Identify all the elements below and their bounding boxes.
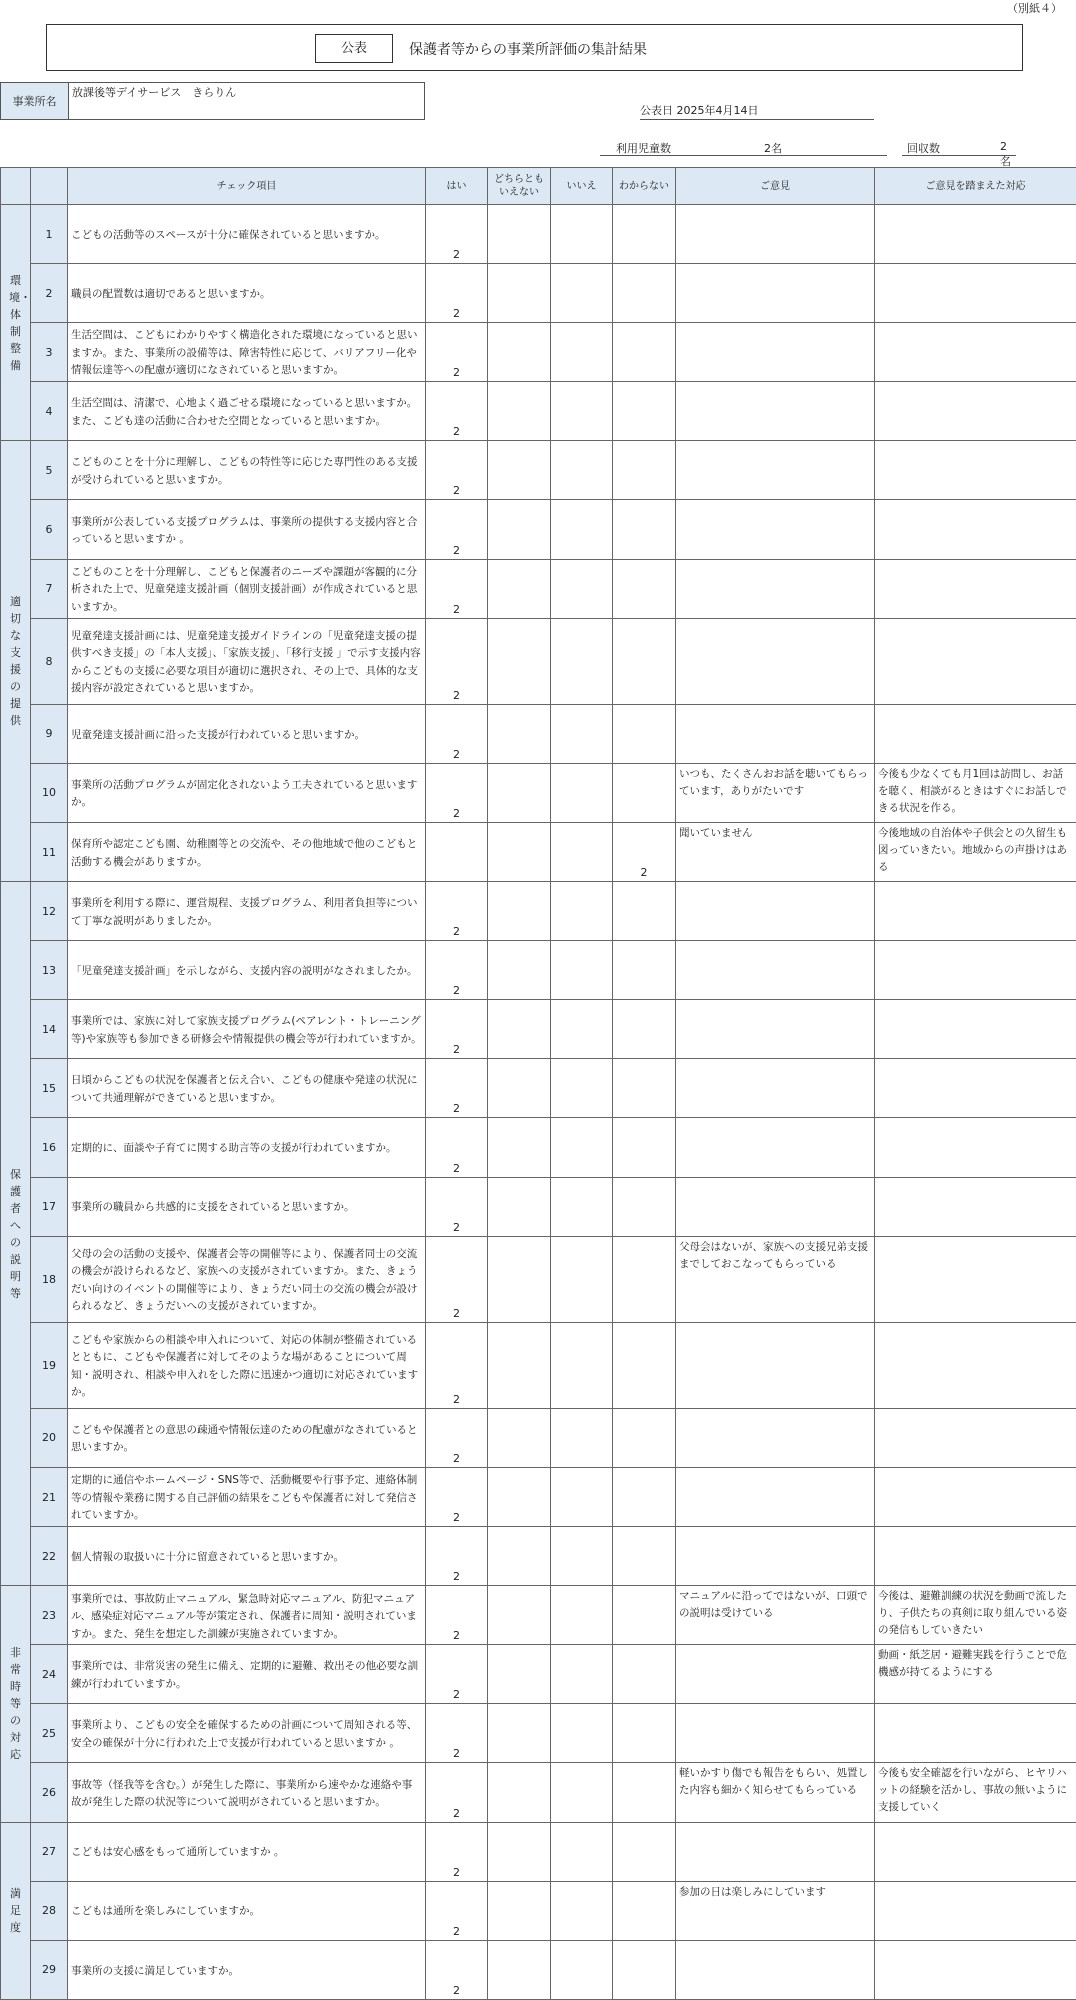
item-number: 15 xyxy=(31,1059,68,1118)
response-cell: 今後も安全確認を行いながら、ヒヤリハットの経験を活かし、事故の無いように支援していく xyxy=(875,1763,1076,1822)
table-row xyxy=(1,882,1076,941)
item-question: こどもは安心感をもって通所していますか 。 xyxy=(68,1822,426,1881)
category-cell xyxy=(1,205,31,441)
answer-yes: 2 xyxy=(426,763,488,822)
answer-neither xyxy=(488,1881,551,1940)
answer-unknown xyxy=(613,1645,676,1704)
answer-neither xyxy=(488,1059,551,1118)
item-number: 22 xyxy=(31,1527,68,1586)
opinion-cell: いつも、たくさんおお話を聴いてもらっています，ありがたいです xyxy=(676,763,875,822)
item-question: 事業所の活動プログラムが固定化されないよう工夫されていると思いますか。 xyxy=(68,763,426,822)
answer-unknown xyxy=(613,704,676,763)
item-question: 日頃からこどもの状況を保護者と伝え合い、こどもの健康や発達の状況について共通理解ができていると思いますか。 xyxy=(68,1059,426,1118)
answer-neither xyxy=(488,1118,551,1177)
category-label: 環境・体制整備 xyxy=(9,273,31,372)
answer-unknown xyxy=(613,1322,676,1408)
answer-no xyxy=(551,1468,613,1527)
response-cell: 今後地域の自治体や子供会との久留生も図っていきたい。地域からの声掛けはある xyxy=(875,822,1076,881)
item-number: 23 xyxy=(31,1586,68,1645)
category-cell xyxy=(1,882,31,1586)
answer-neither xyxy=(488,1000,551,1059)
answer-unknown xyxy=(613,1236,676,1322)
answer-no xyxy=(551,882,613,941)
answer-unknown xyxy=(613,1586,676,1645)
response-cell: 今後は、避難訓練の状況を動画で流したり、子供たちの真剣に取り組んでいる姿の発信もしていきたい xyxy=(875,1586,1076,1645)
response-cell xyxy=(875,264,1076,323)
item-number: 19 xyxy=(31,1322,68,1408)
answer-no xyxy=(551,822,613,881)
answer-no xyxy=(551,441,613,500)
response-cell xyxy=(875,1527,1076,1586)
opinion-cell xyxy=(676,1322,875,1408)
table-row xyxy=(1,1645,1076,1704)
answer-yes: 2 xyxy=(426,1822,488,1881)
opinion-cell xyxy=(676,1177,875,1236)
item-question: こどものことを十分理解し、こどもと保護者のニーズや課題が客観的に分析された上で、児童発達支援計画（個別支援計画）が作成されていると思いますか。 xyxy=(68,559,426,618)
answer-yes: 2 xyxy=(426,559,488,618)
answer-unknown xyxy=(613,1704,676,1763)
answer-yes: 2 xyxy=(426,1704,488,1763)
opinion-cell xyxy=(676,1645,875,1704)
item-number: 21 xyxy=(31,1468,68,1527)
response-cell xyxy=(875,1822,1076,1881)
answer-unknown xyxy=(613,1763,676,1822)
table-row xyxy=(1,205,1076,264)
opinion-cell xyxy=(676,382,875,441)
category-cell xyxy=(1,1586,31,1822)
opinion-cell xyxy=(676,1408,875,1467)
opinion-cell: 軽いかすり傷でも報告をもらい、処置した内容も細かく知らせてもらっている xyxy=(676,1763,875,1822)
table-row xyxy=(1,1468,1076,1527)
table-row xyxy=(1,441,1076,500)
item-question: 「児童発達支援計画」を示しながら、支援内容の説明がなされましたか。 xyxy=(68,941,426,1000)
answer-no xyxy=(551,1177,613,1236)
item-number: 11 xyxy=(31,822,68,881)
answer-neither xyxy=(488,1177,551,1236)
answer-yes: 2 xyxy=(426,1118,488,1177)
header-number xyxy=(31,168,68,205)
answer-yes: 2 xyxy=(426,1177,488,1236)
answer-yes: 2 xyxy=(426,1645,488,1704)
category-label: 満足度 xyxy=(10,1887,21,1935)
response-cell xyxy=(875,559,1076,618)
table-row xyxy=(1,1236,1076,1322)
answer-yes xyxy=(426,822,488,881)
table-row xyxy=(1,822,1076,881)
item-question: 事業所が公表している支援プログラムは、事業所の提供する支援内容と合っていると思いますか 。 xyxy=(68,500,426,559)
answer-no xyxy=(551,205,613,264)
item-number: 9 xyxy=(31,704,68,763)
answer-yes: 2 xyxy=(426,1408,488,1467)
answer-neither xyxy=(488,882,551,941)
evaluation-table-wrapper xyxy=(0,167,1076,2000)
opinion-cell xyxy=(676,1468,875,1527)
table-row xyxy=(1,1763,1076,1822)
header-check-item: チェック項目 xyxy=(68,168,426,205)
answer-no xyxy=(551,500,613,559)
answer-neither xyxy=(488,1586,551,1645)
answer-neither xyxy=(488,205,551,264)
answer-unknown xyxy=(613,1000,676,1059)
item-number: 27 xyxy=(31,1822,68,1881)
table-row xyxy=(1,1177,1076,1236)
response-cell: 今後も少なくても月1回は訪問し、お話を聴く、相談がるときはすぐにお話しできる状況を作る。 xyxy=(875,763,1076,822)
answer-no xyxy=(551,1322,613,1408)
item-question: 生活空間は、こどもにわかりやすく構造化された環境になっていると思いますか。また、事業所の設備等は、障害特性に応じて、バリアフリー化や情報伝達等への配慮が適切になされていると思いますか。 xyxy=(68,323,426,382)
response-cell xyxy=(875,1881,1076,1940)
answer-neither xyxy=(488,323,551,382)
answer-unknown xyxy=(613,1940,676,1999)
collected-count-label: 回収数 xyxy=(907,142,940,155)
answer-neither xyxy=(488,441,551,500)
answer-no xyxy=(551,1940,613,1999)
item-question: こどもや家族からの相談や申入れについて、対応の体制が整備されているとともに、こどもや保護者に対してそのような場があることについて周知・説明され、相談や申入れをした際に迅速かつ適切に対応されていますか。 xyxy=(68,1322,426,1408)
table-row xyxy=(1,1059,1076,1118)
answer-no xyxy=(551,1645,613,1704)
answer-no xyxy=(551,1586,613,1645)
opinion-cell xyxy=(676,941,875,1000)
answer-unknown xyxy=(613,1881,676,1940)
answer-no xyxy=(551,1704,613,1763)
item-number: 6 xyxy=(31,500,68,559)
table-row xyxy=(1,618,1076,704)
response-cell xyxy=(875,1177,1076,1236)
response-cell: 動画・紙芝居・避難実践を行うことで危機感が持てるようにする xyxy=(875,1645,1076,1704)
opinion-cell xyxy=(676,1822,875,1881)
answer-yes: 2 xyxy=(426,441,488,500)
response-cell xyxy=(875,941,1076,1000)
item-number: 13 xyxy=(31,941,68,1000)
category-cell xyxy=(1,1822,31,1999)
answer-neither xyxy=(488,618,551,704)
table-row xyxy=(1,704,1076,763)
opinion-cell xyxy=(676,205,875,264)
answer-unknown xyxy=(613,882,676,941)
item-number: 8 xyxy=(31,618,68,704)
answer-no xyxy=(551,704,613,763)
item-number: 7 xyxy=(31,559,68,618)
answer-no xyxy=(551,1059,613,1118)
answer-neither xyxy=(488,1408,551,1467)
opinion-cell xyxy=(676,1000,875,1059)
opinion-cell: マニュアルに沿ってではないが、口頭での説明は受けている xyxy=(676,1586,875,1645)
opinion-cell xyxy=(676,559,875,618)
opinion-cell xyxy=(676,500,875,559)
table-row xyxy=(1,1408,1076,1467)
category-label: 保護者への説明等 xyxy=(10,1167,21,1300)
response-cell xyxy=(875,1322,1076,1408)
item-number: 25 xyxy=(31,1704,68,1763)
table-row xyxy=(1,1118,1076,1177)
users-count-value: 2名 xyxy=(764,142,782,155)
answer-yes: 2 xyxy=(426,618,488,704)
annex-label: （別紙４） xyxy=(1007,2,1062,15)
answer-yes: 2 xyxy=(426,1468,488,1527)
answer-yes: 2 xyxy=(426,205,488,264)
item-question: 定期的に通信やホームページ・SNS等で、活動概要や行事予定、連絡体制等の情報や業務に関する自己評価の結果をこどもや保護者に対して発信されていますか。 xyxy=(68,1468,426,1527)
answer-yes: 2 xyxy=(426,1940,488,1999)
item-number: 17 xyxy=(31,1177,68,1236)
response-cell xyxy=(875,441,1076,500)
collected-count-line xyxy=(902,139,1016,168)
item-number: 14 xyxy=(31,1000,68,1059)
item-number: 3 xyxy=(31,323,68,382)
header-response: ご意見を踏まえた対応 xyxy=(875,168,1076,205)
answer-neither xyxy=(488,763,551,822)
opinion-cell xyxy=(676,1118,875,1177)
item-number: 20 xyxy=(31,1408,68,1467)
opinion-cell xyxy=(676,1704,875,1763)
answer-neither xyxy=(488,1704,551,1763)
answer-no xyxy=(551,559,613,618)
answer-no xyxy=(551,1408,613,1467)
page-title: 保護者等からの事業所評価の集計結果 xyxy=(409,42,647,58)
item-question: 保育所や認定こども園、幼稚園等との交流や、その他地域で他のこどもと活動する機会がありますか。 xyxy=(68,822,426,881)
response-cell xyxy=(875,704,1076,763)
item-question: 児童発達支援計画には、児童発達支援ガイドラインの「児童発達支援の提供すべき支援」の「本人支援」、「家族支援」、「移行支援 」で示す支援内容からこどもの支援に必要な項目が適切に選択され、その上で、具体的な支援内容が設定されていると思いますか。 xyxy=(68,618,426,704)
answer-no xyxy=(551,1000,613,1059)
opinion-cell: 参加の日は楽しみにしています xyxy=(676,1881,875,1940)
item-question: こどもや保護者との意思の疎通や情報伝達のための配慮がなされていると思いますか。 xyxy=(68,1408,426,1467)
answer-unknown xyxy=(613,1118,676,1177)
answer-unknown xyxy=(613,1059,676,1118)
answer-yes: 2 xyxy=(426,500,488,559)
answer-neither xyxy=(488,1822,551,1881)
answer-yes: 2 xyxy=(426,1000,488,1059)
table-row xyxy=(1,1527,1076,1586)
answer-unknown xyxy=(613,1408,676,1467)
item-number: 12 xyxy=(31,882,68,941)
opinion-cell xyxy=(676,618,875,704)
answer-yes: 2 xyxy=(426,704,488,763)
category-label: 非常時等の対応 xyxy=(10,1646,21,1762)
item-question: 事業所より、こどもの安全を確保するための計画について周知される等、安全の確保が十分に行われた上で支援が行われていると思いますか 。 xyxy=(68,1704,426,1763)
response-cell xyxy=(875,618,1076,704)
response-cell xyxy=(875,500,1076,559)
table-row xyxy=(1,559,1076,618)
table-row xyxy=(1,500,1076,559)
item-question: こどもの活動等のスペースが十分に確保されていると思いますか。 xyxy=(68,205,426,264)
header-opinion: ご意見 xyxy=(676,168,875,205)
answer-no xyxy=(551,382,613,441)
table-header-row xyxy=(1,168,1076,205)
answer-neither xyxy=(488,1236,551,1322)
response-cell xyxy=(875,382,1076,441)
item-question: 職員の配置数は適切であると思いますか。 xyxy=(68,264,426,323)
table-row xyxy=(1,1322,1076,1408)
answer-yes: 2 xyxy=(426,1527,488,1586)
answer-no xyxy=(551,763,613,822)
header-no: いいえ xyxy=(551,168,613,205)
response-cell xyxy=(875,1408,1076,1467)
answer-unknown xyxy=(613,559,676,618)
answer-unknown xyxy=(613,264,676,323)
answer-unknown xyxy=(613,1177,676,1236)
answer-no xyxy=(551,941,613,1000)
opinion-cell xyxy=(676,1527,875,1586)
item-question: 事故等（怪我等を含む。）が発生した際に、事業所から速やかな連絡や事故が発生した際の状況等について説明がされていると思いますか。 xyxy=(68,1763,426,1822)
answer-neither xyxy=(488,1527,551,1586)
answer-unknown xyxy=(613,1468,676,1527)
item-question: 定期的に、面談や子育てに関する助言等の支援が行われていますか。 xyxy=(68,1118,426,1177)
answer-neither xyxy=(488,1468,551,1527)
item-question: 事業所を利用する際に、運営規程、支援プログラム、利用者負担等について丁寧な説明がありましたか。 xyxy=(68,882,426,941)
table-row xyxy=(1,1822,1076,1881)
answer-yes: 2 xyxy=(426,264,488,323)
table-row xyxy=(1,1000,1076,1059)
answer-no xyxy=(551,618,613,704)
response-cell xyxy=(875,1704,1076,1763)
table-row xyxy=(1,264,1076,323)
answer-neither xyxy=(488,500,551,559)
answer-no xyxy=(551,1118,613,1177)
users-count-line xyxy=(600,139,887,156)
category-label: 適切な支援の提供 xyxy=(10,595,21,728)
office-name-label: 事業所名 xyxy=(1,83,69,119)
public-label: 公表 xyxy=(315,34,393,63)
answer-unknown: 2 xyxy=(613,822,676,881)
answer-yes: 2 xyxy=(426,1586,488,1645)
item-number: 2 xyxy=(31,264,68,323)
opinion-cell xyxy=(676,1940,875,1999)
item-question: こどものことを十分に理解し、こどもの特性等に応じた専門性のある支援が受けられていると思いますか。 xyxy=(68,441,426,500)
item-number: 1 xyxy=(31,205,68,264)
opinion-cell xyxy=(676,441,875,500)
answer-neither xyxy=(488,1940,551,1999)
header-unknown: わからない xyxy=(613,168,676,205)
users-count-label: 利用児童数 xyxy=(616,142,671,155)
answer-no xyxy=(551,1236,613,1322)
answer-neither xyxy=(488,822,551,881)
answer-yes: 2 xyxy=(426,1236,488,1322)
table-row xyxy=(1,941,1076,1000)
answer-neither xyxy=(488,382,551,441)
item-question: 事業所では、事故防止マニュアル、緊急時対応マニュアル、防犯マニュアル、感染症対応マニュアル等が策定され、保護者に周知・説明されていますか。また、発生を想定した訓練が実施されていますか。 xyxy=(68,1586,426,1645)
title-box xyxy=(46,24,1023,71)
item-question: 事業所の職員から共感的に支援をされていると思いますか。 xyxy=(68,1177,426,1236)
table-row xyxy=(1,763,1076,822)
item-number: 18 xyxy=(31,1236,68,1322)
answer-yes: 2 xyxy=(426,1059,488,1118)
header-neither: どちらとも いえない xyxy=(488,168,551,205)
answer-yes: 2 xyxy=(426,382,488,441)
response-cell xyxy=(875,323,1076,382)
table-row xyxy=(1,1586,1076,1645)
answer-yes: 2 xyxy=(426,1763,488,1822)
answer-no xyxy=(551,323,613,382)
opinion-cell xyxy=(676,704,875,763)
answer-no xyxy=(551,1527,613,1586)
item-question: こどもは通所を楽しみにしていますか。 xyxy=(68,1881,426,1940)
office-name-value: 放課後等デイサービス きらりん xyxy=(72,86,237,99)
item-number: 4 xyxy=(31,382,68,441)
answer-unknown xyxy=(613,205,676,264)
office-info xyxy=(0,82,425,120)
answer-unknown xyxy=(613,323,676,382)
answer-yes: 2 xyxy=(426,323,488,382)
opinion-cell xyxy=(676,323,875,382)
item-question: 事業所の支援に満足していますか。 xyxy=(68,1940,426,1999)
response-cell xyxy=(875,1059,1076,1118)
answer-no xyxy=(551,1763,613,1822)
item-number: 29 xyxy=(31,1940,68,1999)
item-question: 父母の会の活動の支援や、保護者会等の開催等により、保護者同士の交流の機会が設けられるなど、家族への支援がされていますか。また、きょうだい向けのイベントの開催等により、きょうだい同士の交流の機会が設けられるなど、きょうだいへの支援がされていますか。 xyxy=(68,1236,426,1322)
response-cell xyxy=(875,1000,1076,1059)
answer-unknown xyxy=(613,500,676,559)
response-cell xyxy=(875,1118,1076,1177)
table-row xyxy=(1,382,1076,441)
answer-neither xyxy=(488,1763,551,1822)
publication-date: 公表日 2025年4月14日 xyxy=(640,102,874,120)
evaluation-table xyxy=(0,167,1076,2000)
item-question: 事業所では、家族に対して家族支援プログラム(ペアレント・トレーニング等)や家族等も参加できる研修会や情報提供の機会等が行われていますか。 xyxy=(68,1000,426,1059)
answer-neither xyxy=(488,704,551,763)
answer-neither xyxy=(488,1322,551,1408)
answer-no xyxy=(551,1822,613,1881)
collected-count-value: 2名 xyxy=(1000,140,1011,168)
opinion-cell xyxy=(676,1059,875,1118)
answer-unknown xyxy=(613,441,676,500)
answer-yes: 2 xyxy=(426,941,488,1000)
table-row xyxy=(1,1704,1076,1763)
table-row xyxy=(1,1881,1076,1940)
table-row xyxy=(1,1940,1076,1999)
header-yes: はい xyxy=(426,168,488,205)
opinion-cell: 父母会はないが、家族への支援兄弟支援までしておこなってもらっている xyxy=(676,1236,875,1322)
answer-no xyxy=(551,264,613,323)
item-number: 28 xyxy=(31,1881,68,1940)
item-question: 事業所では、非常災害の発生に備え、定期的に避難、救出その他必要な訓練が行われていますか。 xyxy=(68,1645,426,1704)
answer-unknown xyxy=(613,1527,676,1586)
answer-yes: 2 xyxy=(426,1881,488,1940)
response-cell xyxy=(875,1236,1076,1322)
item-number: 24 xyxy=(31,1645,68,1704)
answer-unknown xyxy=(613,1822,676,1881)
response-cell xyxy=(875,882,1076,941)
item-question: 生活空間は、清潔で、心地よく過ごせる環境になっていると思いますか。また、こども達の活動に合わせた空間となっていると思いますか。 xyxy=(68,382,426,441)
table-row xyxy=(1,323,1076,382)
answer-neither xyxy=(488,1645,551,1704)
item-number: 5 xyxy=(31,441,68,500)
opinion-cell: 聞いていません xyxy=(676,822,875,881)
opinion-cell xyxy=(676,264,875,323)
answer-unknown xyxy=(613,941,676,1000)
answer-unknown xyxy=(613,382,676,441)
item-number: 10 xyxy=(31,763,68,822)
response-cell xyxy=(875,205,1076,264)
opinion-cell xyxy=(676,882,875,941)
answer-yes: 2 xyxy=(426,882,488,941)
answer-no xyxy=(551,1881,613,1940)
item-question: 児童発達支援計画に沿った支援が行われていると思いますか。 xyxy=(68,704,426,763)
answer-neither xyxy=(488,559,551,618)
answer-unknown xyxy=(613,763,676,822)
category-cell xyxy=(1,441,31,882)
item-number: 26 xyxy=(31,1763,68,1822)
item-number: 16 xyxy=(31,1118,68,1177)
header-category xyxy=(1,168,31,205)
answer-neither xyxy=(488,264,551,323)
response-cell xyxy=(875,1940,1076,1999)
answer-neither xyxy=(488,941,551,1000)
item-question: 個人情報の取扱いに十分に留意されていると思いますか。 xyxy=(68,1527,426,1586)
response-cell xyxy=(875,1468,1076,1527)
answer-yes: 2 xyxy=(426,1322,488,1408)
answer-unknown xyxy=(613,618,676,704)
